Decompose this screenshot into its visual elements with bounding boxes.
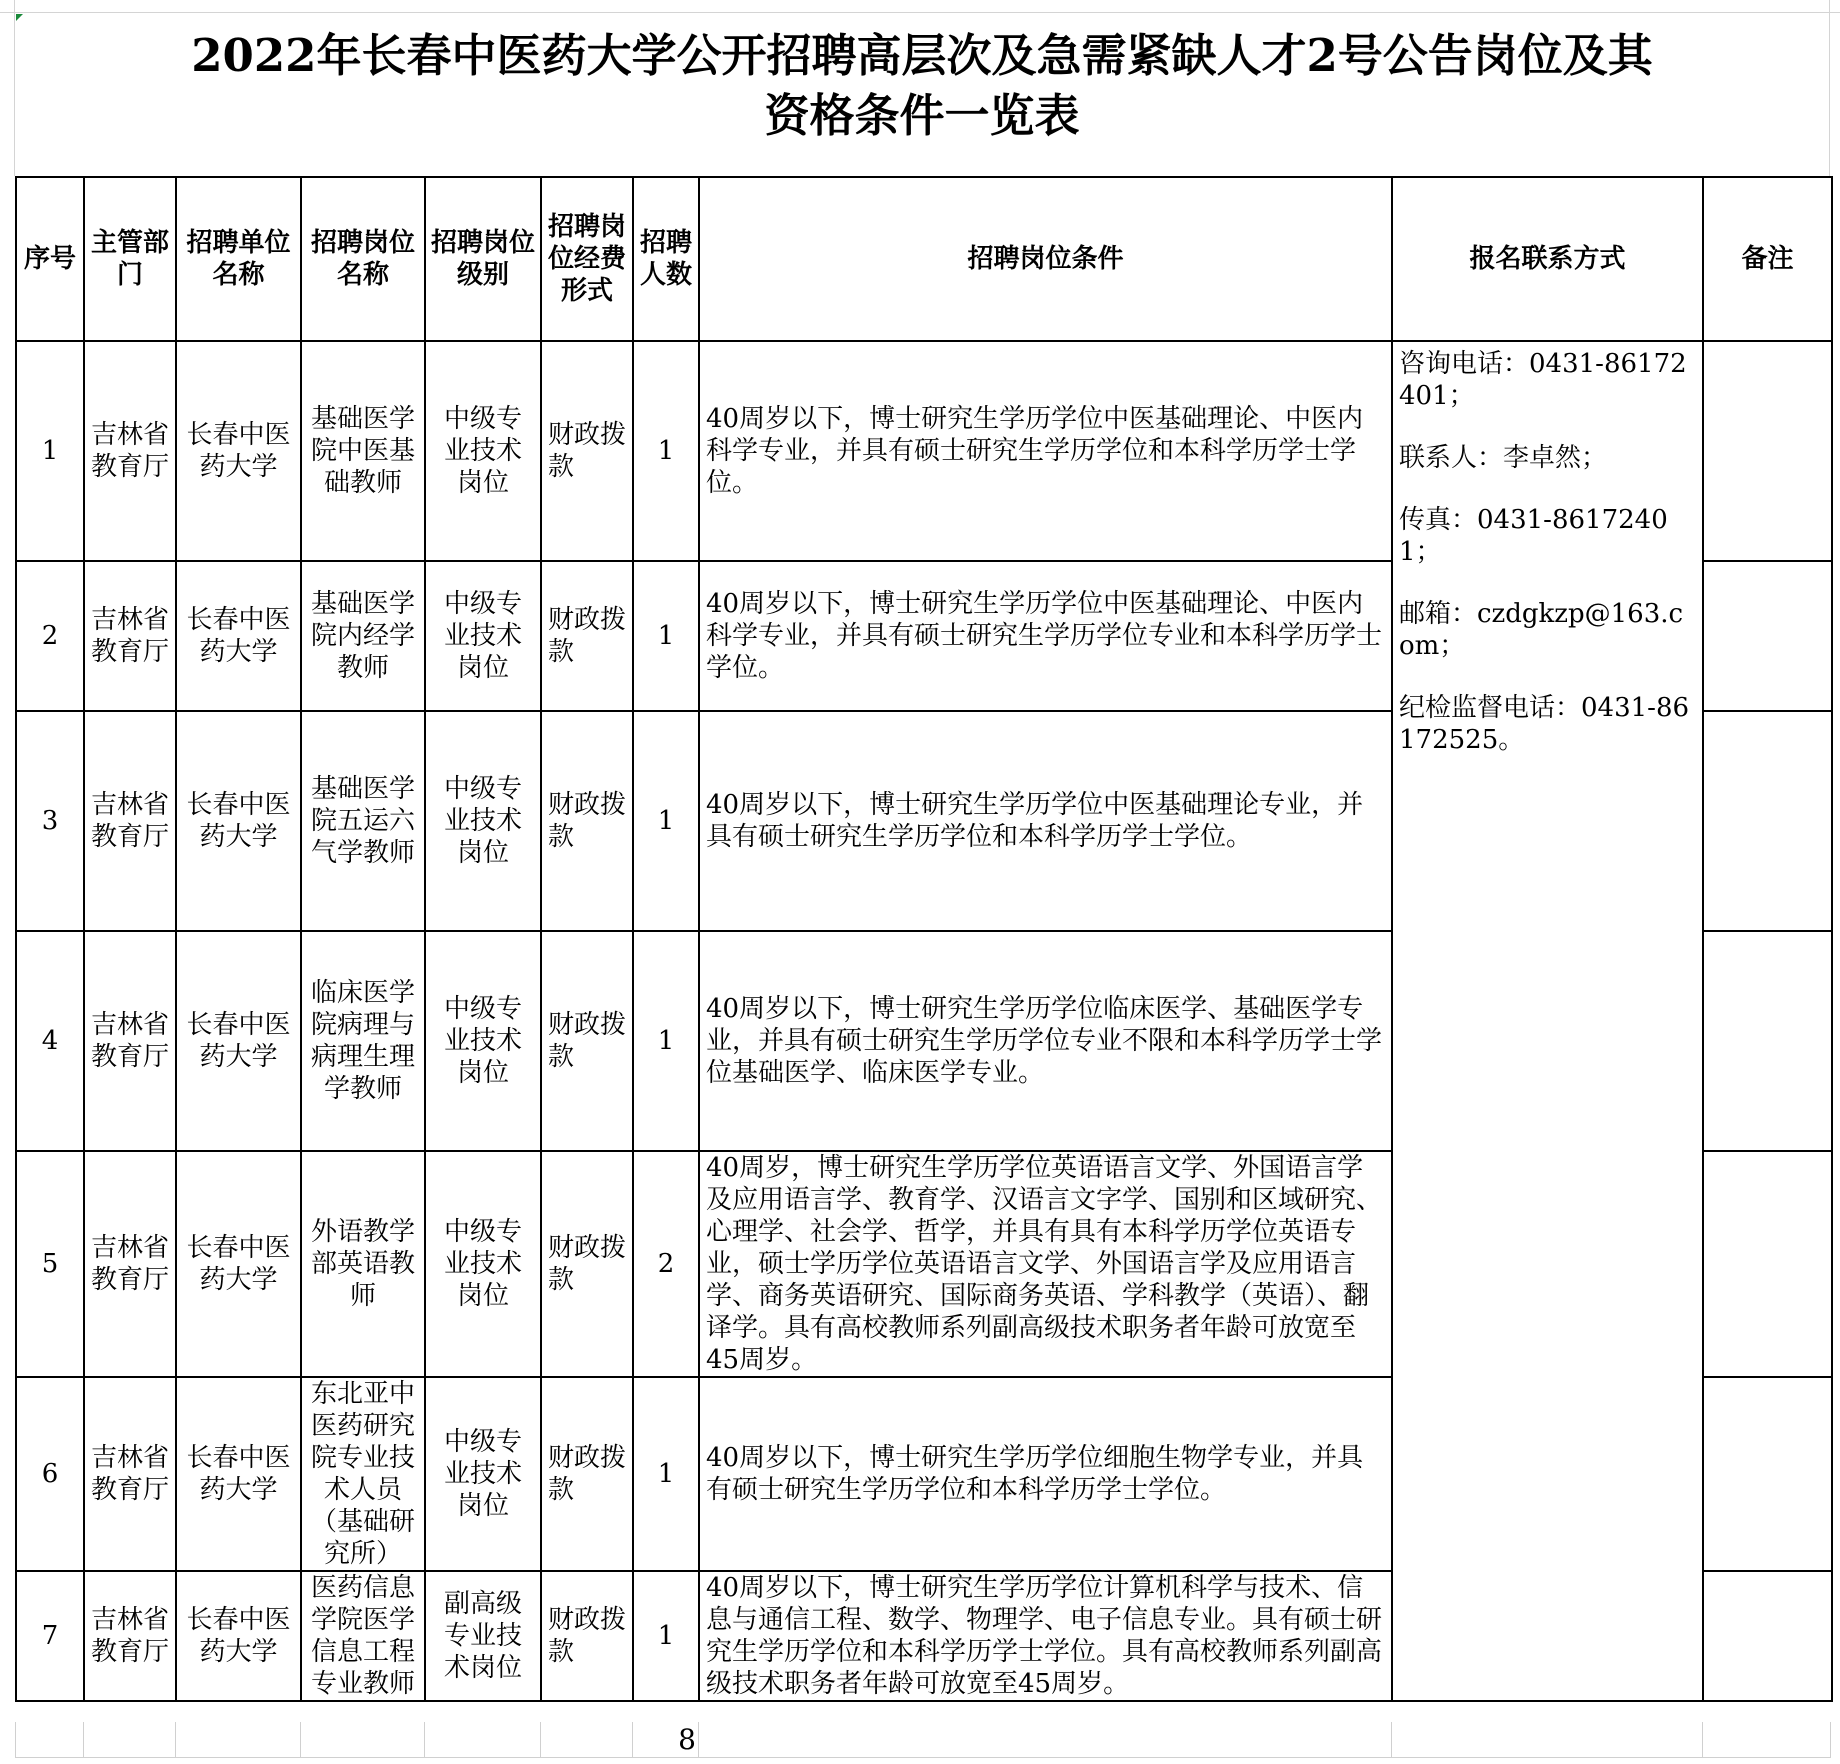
cell-dept: 吉林省教育厅 — [84, 1151, 176, 1377]
contact-email: 邮箱：czdgkzp@163.com； — [1399, 599, 1684, 661]
cell-conditions: 40周岁以下，博士研究生学历学位临床医学、基础医学专业，并具有硕士研究生学历学位专业不限和本科学历学士学位基础医学、临床医学专业。 — [699, 931, 1392, 1151]
title-line-2: 资格条件一览表 — [764, 89, 1080, 142]
cell-level: 中级专业技术岗位 — [425, 561, 541, 711]
cell-seq: 6 — [16, 1377, 84, 1571]
sheet-gridline — [540, 1722, 541, 1758]
cell-count: 1 — [633, 1571, 699, 1701]
title-line-1: 2022年长春中医药大学公开招聘高层次及急需紧缺人才2号公告岗位及其 — [191, 29, 1653, 82]
sheet-gridline — [1391, 1722, 1392, 1758]
table-row — [16, 341, 1832, 561]
cell-unit: 长春中医药大学 — [176, 1377, 301, 1571]
cell-level: 中级专业技术岗位 — [425, 341, 541, 561]
table-header-row — [16, 177, 1832, 341]
cell-conditions: 40周岁以下，博士研究生学历学位细胞生物学专业，并具有硕士研究生学历学位和本科学历学士学位。 — [699, 1377, 1392, 1571]
cell-unit: 长春中医药大学 — [176, 711, 301, 931]
cell-count: 1 — [633, 1377, 699, 1571]
header-conditions: 招聘岗位条件 — [699, 177, 1392, 341]
page-footer — [15, 1722, 1831, 1758]
cell-count: 1 — [633, 931, 699, 1151]
cell-dept: 吉林省教育厅 — [84, 931, 176, 1151]
cell-seq: 1 — [16, 341, 84, 561]
cell-post: 基础医学院五运六气学教师 — [301, 711, 425, 931]
cell-level: 中级专业技术岗位 — [425, 1377, 541, 1571]
cell-conditions: 40周岁，博士研究生学历学位英语语言文学、外国语言学及应用语言学、教育学、汉语言文字学、国别和区域研究、心理学、社会学、哲学，并具有具有本科学历学位英语专业，硕士学历学位英语语言文学、外国语言学及应用语言学、商务英语研究、国际商务英语、学科教学（英语）、翻译学。具有高校教师系列副高级技术职务者年龄可放宽至45周岁。 — [699, 1151, 1392, 1377]
cell-funding: 财政拨款 — [541, 341, 633, 561]
page-number: 8 — [678, 1723, 696, 1756]
cell-funding: 财政拨款 — [541, 561, 633, 711]
sheet-gridline — [1830, 1722, 1831, 1758]
positions-table — [15, 176, 1833, 1702]
sheet-gridline — [1702, 1722, 1703, 1758]
cell-conditions: 40周岁以下，博士研究生学历学位中医基础理论、中医内科学专业，并具有硕士研究生学历学位专业和本科学历学士学位。 — [699, 561, 1392, 711]
cell-unit: 长春中医药大学 — [176, 1151, 301, 1377]
cell-conditions: 40周岁以下，博士研究生学历学位计算机科学与技术、信息与通信工程、数学、物理学、电子信息专业。具有硕士研究生学历学位和本科学历学士学位。具有高校教师系列副高级技术职务者年龄可放宽至45周岁。 — [699, 1571, 1392, 1701]
cell-post: 外语教学部英语教师 — [301, 1151, 425, 1377]
sheet-gridline — [15, 1722, 16, 1758]
cell-dept: 吉林省教育厅 — [84, 341, 176, 561]
cell-remarks — [1703, 341, 1832, 561]
cell-remarks — [1703, 1377, 1832, 1571]
sheet-gridline — [0, 12, 1840, 13]
sheet-gridline — [14, 0, 15, 176]
cell-remarks — [1703, 1151, 1832, 1377]
cell-dept: 吉林省教育厅 — [84, 561, 176, 711]
sheet-gridline — [424, 1722, 425, 1758]
cell-level: 副高级专业技术岗位 — [425, 1571, 541, 1701]
header-unit: 招聘单位名称 — [176, 177, 301, 341]
sheet-gridline — [83, 1722, 84, 1758]
sheet-gridline — [1829, 0, 1830, 176]
contact-cell — [1392, 341, 1703, 1701]
cell-seq: 3 — [16, 711, 84, 931]
cell-unit: 长春中医药大学 — [176, 561, 301, 711]
cell-seq: 7 — [16, 1571, 84, 1701]
cell-count: 1 — [633, 341, 699, 561]
contact-person: 联系人：李卓然； — [1399, 443, 1608, 473]
cell-count: 2 — [633, 1151, 699, 1377]
header-level: 招聘岗位级别 — [425, 177, 541, 341]
cell-remarks — [1703, 561, 1832, 711]
header-funding: 招聘岗位经费形式 — [541, 177, 633, 341]
contact-fax: 传真：0431-86172401； — [1399, 505, 1668, 567]
cell-seq: 4 — [16, 931, 84, 1151]
contact-supervision: 纪检监督电话：0431-86172525。 — [1399, 693, 1690, 755]
sheet-gridline — [15, 1757, 1831, 1758]
cell-unit: 长春中医药大学 — [176, 931, 301, 1151]
cell-post: 东北亚中医药研究院专业技术人员（基础研究所） — [301, 1377, 425, 1571]
cell-funding: 财政拨款 — [541, 1571, 633, 1701]
document-title — [16, 14, 1828, 164]
contact-phone: 咨询电话：0431-86172401； — [1399, 349, 1687, 411]
cell-count: 1 — [633, 561, 699, 711]
cell-count: 1 — [633, 711, 699, 931]
cell-unit: 长春中医药大学 — [176, 1571, 301, 1701]
cell-remarks — [1703, 711, 1832, 931]
cell-seq: 2 — [16, 561, 84, 711]
cell-funding: 财政拨款 — [541, 711, 633, 931]
cell-funding: 财政拨款 — [541, 931, 633, 1151]
cell-level: 中级专业技术岗位 — [425, 1151, 541, 1377]
header-contact: 报名联系方式 — [1392, 177, 1703, 341]
cell-dept: 吉林省教育厅 — [84, 1571, 176, 1701]
sheet-gridline — [175, 1722, 176, 1758]
header-dept: 主管部门 — [84, 177, 176, 341]
cell-post: 临床医学院病理与病理生理学教师 — [301, 931, 425, 1151]
sheet-gridline — [300, 1722, 301, 1758]
cell-funding: 财政拨款 — [541, 1151, 633, 1377]
cell-post: 基础医学院内经学教师 — [301, 561, 425, 711]
header-seq: 序号 — [16, 177, 84, 341]
header-remarks: 备注 — [1703, 177, 1832, 341]
cell-unit: 长春中医药大学 — [176, 341, 301, 561]
cell-remarks — [1703, 1571, 1832, 1701]
cell-dept: 吉林省教育厅 — [84, 1377, 176, 1571]
cell-post: 医药信息学院医学信息工程专业教师 — [301, 1571, 425, 1701]
cell-conditions: 40周岁以下，博士研究生学历学位中医基础理论专业，并具有硕士研究生学历学位和本科学历学士学位。 — [699, 711, 1392, 931]
header-count: 招聘人数 — [633, 177, 699, 341]
cell-remarks — [1703, 931, 1832, 1151]
cell-level: 中级专业技术岗位 — [425, 931, 541, 1151]
header-post: 招聘岗位名称 — [301, 177, 425, 341]
cell-post: 基础医学院中医基础教师 — [301, 341, 425, 561]
cell-conditions: 40周岁以下，博士研究生学历学位中医基础理论、中医内科学专业，并具有硕士研究生学历学位和本科学历学士学位。 — [699, 341, 1392, 561]
sheet-gridline — [632, 1722, 633, 1758]
cell-seq: 5 — [16, 1151, 84, 1377]
cell-dept: 吉林省教育厅 — [84, 711, 176, 931]
cell-level: 中级专业技术岗位 — [425, 711, 541, 931]
cell-funding: 财政拨款 — [541, 1377, 633, 1571]
